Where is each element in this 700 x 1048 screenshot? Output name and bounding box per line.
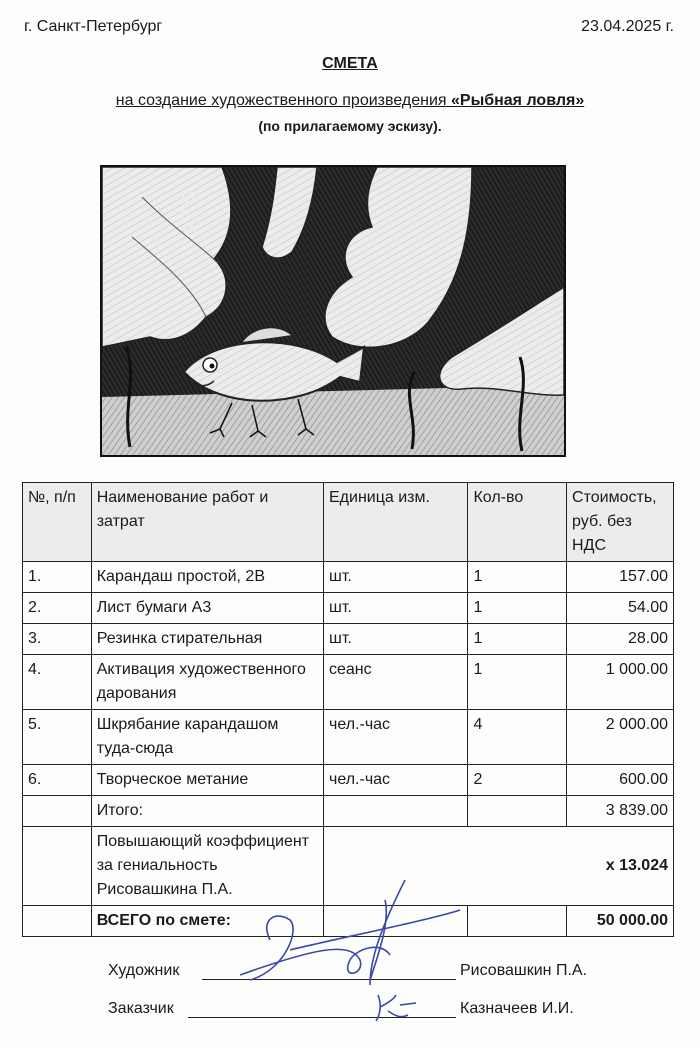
row-cost: 1 000.00 [567,655,674,710]
row-unit: шт. [324,593,468,624]
row-quantity: 4 [468,710,567,765]
table-header-row [23,483,674,562]
row-number: 5. [23,710,92,765]
empty-cell [23,827,92,906]
header-quantity: Кол-во [468,483,567,562]
table-row [23,765,674,796]
row-cost: 54.00 [567,593,674,624]
row-quantity: 1 [468,562,567,593]
header-unit: Единица изм. [324,483,468,562]
table-row [23,624,674,655]
subtotal-value: 3 839.00 [567,796,674,827]
row-cost: 157.00 [567,562,674,593]
row-name: Активация художественного дарования [91,655,323,710]
customer-signature-mark [370,985,420,1025]
row-number: 3. [23,624,92,655]
city-label: г. Санкт-Петербург [24,18,163,35]
coefficient-label: Повышающий коэффициент за гениальность Рисовашкина П.А. [91,827,323,906]
row-quantity: 1 [468,624,567,655]
empty-cell [324,796,468,827]
total-label: ВСЕГО по смете: [91,906,323,937]
subtotal-label: Итого: [91,796,323,827]
table-row [23,593,674,624]
artist-label: Художник [108,962,180,979]
row-number: 6. [23,765,92,796]
document-date: 23.04.2025 г. [581,18,674,35]
artist-name: Рисовашкин П.А. [460,962,588,979]
fishing-sketch-illustration [100,165,566,457]
empty-cell [23,796,92,827]
row-unit: шт. [324,624,468,655]
customer-name: Казначеев И.И. [460,1000,574,1017]
total-value: 50 000.00 [567,906,674,937]
row-cost: 28.00 [567,624,674,655]
row-name: Лист бумаги А3 [91,593,323,624]
table-row [23,710,674,765]
empty-cell [468,906,567,937]
row-number: 4. [23,655,92,710]
row-number: 1. [23,562,92,593]
header-name: Наименование работ и затрат [91,483,323,562]
subtitle-work-name: «Рыбная ловля» [451,92,585,109]
artist-signature-mark [230,880,470,990]
row-unit: сеанс [324,655,468,710]
subtitle-prefix: на создание художественного произведения [115,92,447,109]
row-quantity: 1 [468,655,567,710]
row-quantity: 2 [468,765,567,796]
customer-label: Заказчик [108,1000,174,1017]
row-name: Шкрябание карандашом туда-сюда [91,710,323,765]
row-unit: чел.-час [324,710,468,765]
estimate-table [22,482,674,937]
sketch-note: (по прилагаемому эскизу). [258,118,442,134]
header-number: №, п/п [23,483,92,562]
document-title: СМЕТА [322,55,378,72]
table-row [23,655,674,710]
coefficient-value: x 13.024 [324,827,674,906]
row-unit: чел.-час [324,765,468,796]
empty-cell [23,906,92,937]
header-cost: Стоимость, руб. без НДС [567,483,674,562]
document-subtitle [0,92,700,110]
row-unit: шт. [324,562,468,593]
row-number: 2. [23,593,92,624]
row-cost: 2 000.00 [567,710,674,765]
row-cost: 600.00 [567,765,674,796]
row-name: Карандаш простой, 2В [91,562,323,593]
row-quantity: 1 [468,593,567,624]
row-name: Резинка стирательная [91,624,323,655]
row-name: Творческое метание [91,765,323,796]
subtotal-row [23,796,674,827]
empty-cell [468,796,567,827]
table-row [23,562,674,593]
